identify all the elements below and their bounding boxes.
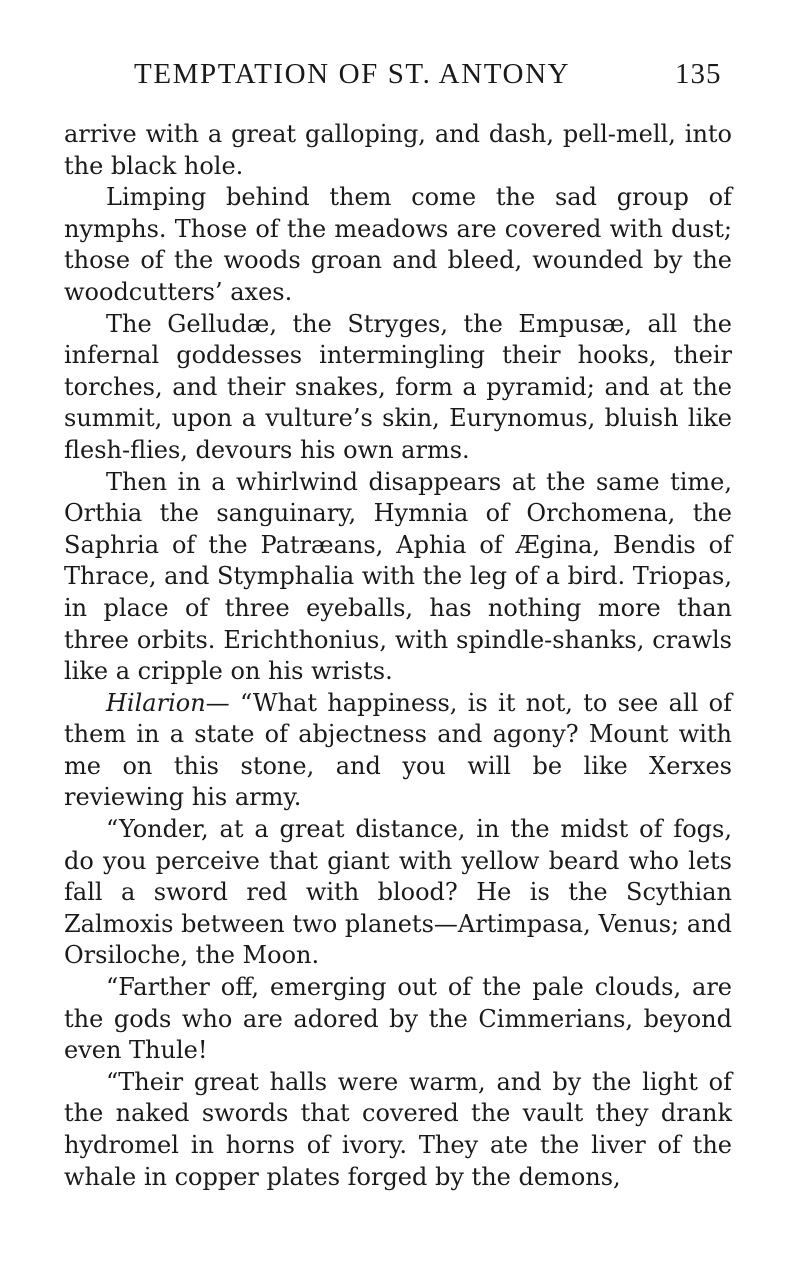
- paragraph-text: arrive with a great galloping, and dash, pell-mell, into the black hole.: [64, 120, 732, 180]
- paragraph: [64, 814, 732, 972]
- paragraph-text: Limping behind them come the sad group of nymphs. Those of the meadows are covered with dust; those of the woods groan and bleed, wounded by the woodcutters’ axes.: [64, 183, 732, 306]
- paragraph: [64, 972, 732, 1067]
- paragraph-text: “Farther off, emerging out of the pale clouds, are the gods who are adored by the Cimmerians, beyond even Thule!: [64, 973, 732, 1065]
- paragraph-text: Then in a whirlwind disappears at the same time, Orthia the sanguinary, Hymnia of Orchomena, the Saphria of the Patræans, Aphia of Ægina, Bendis of Thrace, and Stymphalia with the leg of a bird. Triopas, in place of three eyeballs, has nothing more than three orbits. Erichthonius, with spindle-shanks, crawls like a cripple on his wrists.: [64, 467, 732, 686]
- page-number: 135: [675, 58, 722, 90]
- paragraph-text: — “What happiness, is it not, to see all of them in a state of abjectness and agony? Mount with me on this stone, and you will be like Xerxes reviewing his army.: [64, 688, 732, 812]
- paragraph: [64, 309, 732, 467]
- paragraph-text: The Gelludæ, the Stryges, the Empusæ, all the infernal goddesses intermingling their hooks, their torches, and their snakes, form a pyramid; and at the summit, upon a vulture’s skin, Eurynomus, bluish like flesh-flies, devours his own arms.: [64, 309, 732, 464]
- speaker-name: Hilarion: [106, 688, 206, 717]
- running-head: [120, 58, 740, 98]
- paragraph-continued: [64, 119, 732, 182]
- paragraph: [64, 1067, 732, 1193]
- paragraph-text: “Their great halls were warm, and by the light of the naked swords that covered the vault they drank hydromel in horns of ivory. They ate the liver of the whale in copper plates forged by the demons,: [64, 1067, 732, 1191]
- paragraph: [64, 182, 732, 308]
- running-title: TEMPTATION OF ST. ANTONY: [134, 58, 571, 90]
- paragraph: [64, 688, 732, 814]
- paragraph: [64, 467, 732, 688]
- paragraph-text: “Yonder, at a great distance, in the midst of fogs, do you perceive that giant with yellow beard who lets fall a sword red with blood? He is the Scythian Zalmoxis between two planets—Artimpasa, Venus; and Orsiloche, the Moon.: [64, 815, 732, 970]
- body-text: [64, 119, 732, 1193]
